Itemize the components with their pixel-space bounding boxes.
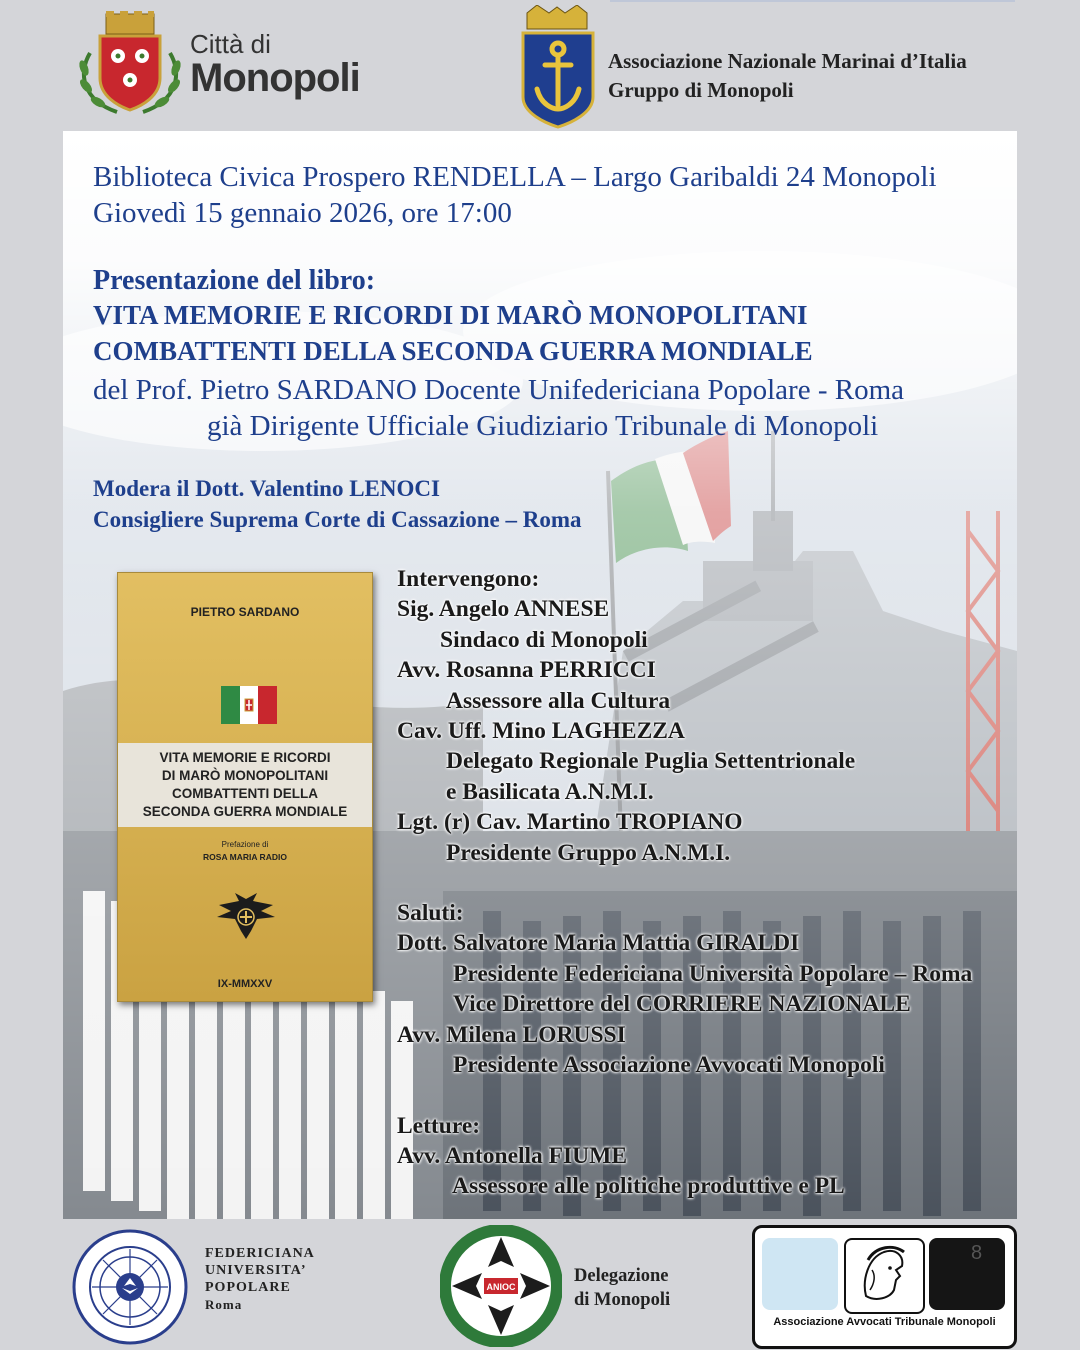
city-label-small: Città di: [190, 29, 271, 59]
book-title-line1: VITA MEMORIE E RICORDI DI MARÒ MONOPOLITANI: [93, 300, 808, 330]
city-label-big: Monopoli: [190, 56, 360, 100]
speaker-role: Presidente Associazione Avvocati Monopoli: [453, 1052, 885, 1079]
speaker-role: Presidente Gruppo A.N.M.I.: [446, 839, 731, 866]
spacer: [397, 868, 972, 898]
federiciana-line2: UNIVERSITA’: [205, 1263, 307, 1278]
anmi-anchor-emblem-logo: [515, 5, 600, 130]
speaker-role: e Basilicata A.N.M.I.: [446, 778, 654, 805]
author-line1: del Prof. Pietro SARDANO Docente Unifedericiana Popolare - Roma: [93, 374, 904, 406]
event-date: Giovedì 15 gennaio 2026, ore 17:00: [93, 197, 512, 229]
speaker-name: Avv. Rosanna PERRICCI: [397, 657, 656, 684]
presentation-intro: Presentazione del libro:: [93, 265, 376, 296]
book-cover-preface: [118, 839, 372, 864]
speaker-name: Cav. Uff. Mino LAGHEZZA: [397, 718, 685, 745]
event-venue: Biblioteca Civica Prospero RENDELLA – Largo Garibaldi 24 Monopoli: [93, 161, 937, 193]
book-cover-title-line: VITA MEMORIE E RICORDI: [159, 750, 331, 765]
speaker-role: Assessore alla Cultura: [446, 687, 671, 714]
logo-tile-blue: [762, 1238, 838, 1310]
book-cover-title-line: COMBATTENTI DELLA: [172, 786, 318, 801]
interventions-heading: Intervengono:: [397, 566, 540, 592]
speaker-role: Delegato Regionale Puglia Settentrionale: [446, 748, 856, 775]
readings-heading: Letture:: [397, 1112, 481, 1139]
federiciana-line4: Roma: [205, 1297, 243, 1312]
federiciana-line1: FEDERICIANA: [205, 1246, 315, 1261]
book-cover-title-line: DI MARÒ MONOPOLITANI: [161, 768, 329, 783]
anmi-title-line1: Associazione Nazionale Marinai d’Italia: [608, 49, 967, 73]
logo-tile-athena: [844, 1238, 925, 1314]
author-line2: già Dirigente Ufficiale Giudiziario Tribunale di Monopoli: [207, 410, 879, 442]
lawyers-association-logo: [752, 1225, 1017, 1349]
federiciana-label: [205, 1245, 315, 1313]
spacer: [397, 1081, 972, 1111]
greetings-heading: Saluti:: [397, 900, 464, 927]
speaker-role: Vice Direttore del CORRIERE NAZIONALE: [453, 991, 911, 1018]
delegation-label: [574, 1264, 670, 1312]
top-rule: [610, 0, 1015, 2]
delegation-line2: di Monopoli: [574, 1290, 671, 1310]
athena-head-icon: [846, 1240, 919, 1308]
speaker-name: Avv. Antonella FIUME: [397, 1142, 628, 1169]
book-cover: [117, 572, 373, 1002]
federiciana-university-seal-logo: [68, 1228, 193, 1346]
program-list: [397, 564, 972, 1202]
logo-number: 8: [971, 1242, 983, 1264]
anmi-title: [608, 47, 967, 105]
lawyers-association-label: Associazione Avvocati Tribunale Monopoli: [773, 1316, 996, 1328]
speaker-role: Presidente Federiciana Università Popolare – Roma: [453, 960, 973, 987]
moderator-line2: Consigliere Suprema Corte di Cassazione – Roma: [93, 507, 582, 532]
anioc-badge-text: ANIOC: [486, 1282, 516, 1292]
book-title-line2: COMBATTENTI DELLA SECONDA GUERRA MONDIALE: [93, 336, 813, 366]
italian-flag-icon: [221, 686, 277, 724]
book-cover-title: [118, 749, 372, 821]
speaker-name: Avv. Milena LORUSSI: [397, 1021, 626, 1048]
logo-tile-black: [929, 1238, 1005, 1310]
anioc-cross-emblem-logo: [440, 1225, 562, 1347]
speaker-role: Assessore alle politiche produttive e PL: [452, 1173, 845, 1200]
speaker-role: Sindaco di Monopoli: [440, 626, 648, 653]
speaker-name: Dott. Salvatore Maria Mattia GIRALDI: [397, 930, 800, 957]
book-cover-preface-author: ROSA MARIA RADIO: [203, 852, 287, 862]
book-cover-preface-label: Prefazione di: [221, 840, 269, 849]
anmi-title-line2: Gruppo di Monopoli: [608, 78, 794, 102]
book-cover-author: PIETRO SARDANO: [190, 605, 300, 619]
city-wordmark: [190, 30, 360, 98]
speaker-name: Lgt. (r) Cav. Martino TROPIANO: [397, 809, 743, 836]
federiciana-line3: POPOLARE: [205, 1280, 291, 1295]
book-cover-date: IX-MMXXV: [217, 978, 273, 990]
eagle-emblem-icon: [213, 891, 279, 943]
speaker-name: Sig. Angelo ANNESE: [397, 596, 610, 623]
delegation-line1: Delegazione: [574, 1266, 669, 1286]
moderator-line1: Modera il Dott. Valentino LENOCI: [93, 476, 440, 501]
book-cover-title-line: SECONDA GUERRA MONDIALE: [142, 804, 348, 819]
